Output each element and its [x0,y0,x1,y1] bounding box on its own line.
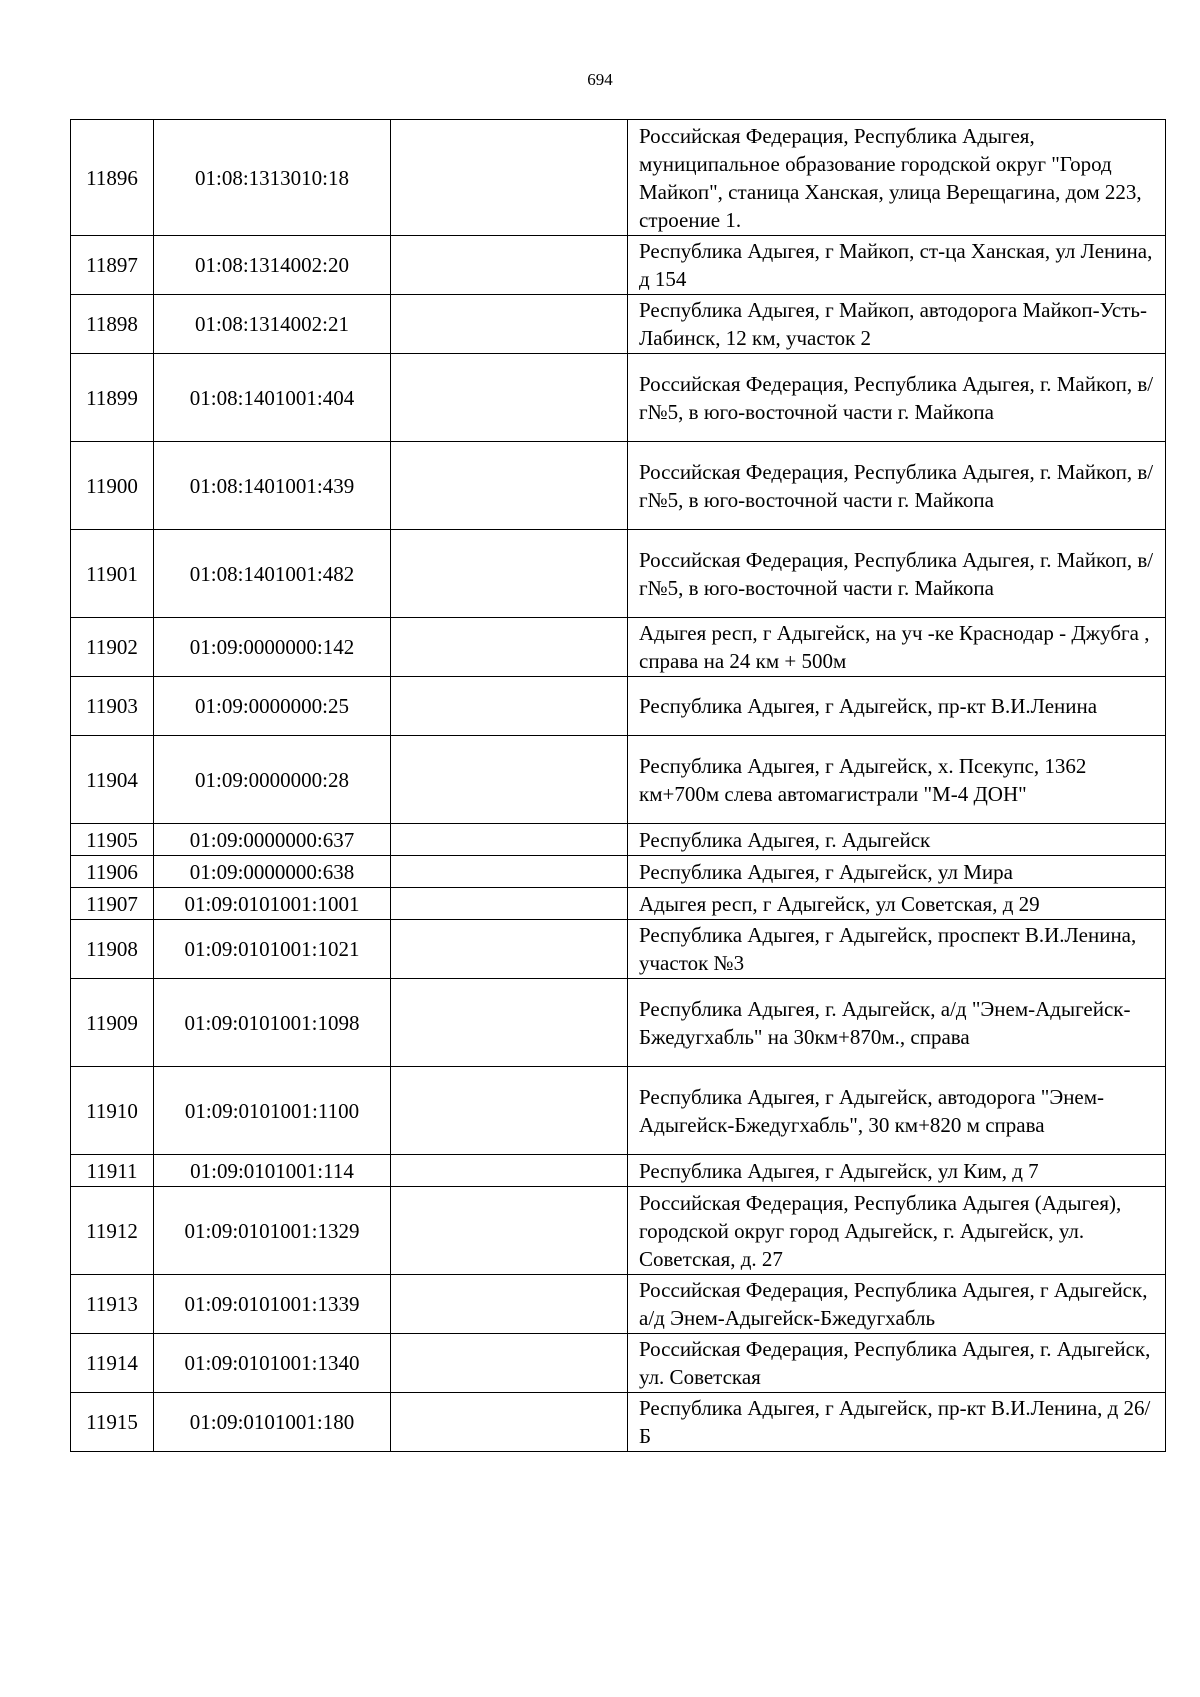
table-row [71,120,1166,236]
empty-cell [391,856,628,888]
cadastral-number-cell: 01:08:1314002:21 [154,295,391,354]
empty-cell [391,1393,628,1452]
row-number-cell: 11908 [71,920,154,979]
table-row [71,1187,1166,1275]
table-row [71,736,1166,824]
cadastral-number-cell: 01:09:0101001:114 [154,1155,391,1187]
address-cell: Республика Адыгея, г Майкоп, ст-ца Ханская, ул Ленина, д 154 [628,236,1166,295]
address-cell: Российская Федерация, Республика Адыгея, муниципальное образование городской округ "Город Майкоп", станица Ханская, улица Верещагина, дом 223, строение 1. [628,120,1166,236]
row-number-cell: 11898 [71,295,154,354]
table-row [71,530,1166,618]
address-cell: Российская Федерация, Республика Адыгея (Адыгея), городской округ город Адыгейск, г. Адыгейск, ул. Советская, д. 27 [628,1187,1166,1275]
registry-table-body [71,120,1166,1452]
address-cell: Республика Адыгея, г Адыгейск, проспект В.И.Ленина, участок №3 [628,920,1166,979]
address-cell: Республика Адыгея, г Адыгейск, пр-кт В.И.Ленина [628,677,1166,736]
empty-cell [391,979,628,1067]
table-row [71,1155,1166,1187]
row-number-cell: 11915 [71,1393,154,1452]
empty-cell [391,530,628,618]
table-row [71,295,1166,354]
empty-cell [391,618,628,677]
cadastral-number-cell: 01:09:0101001:1339 [154,1275,391,1334]
empty-cell [391,824,628,856]
table-row [71,920,1166,979]
cadastral-number-cell: 01:08:1401001:482 [154,530,391,618]
row-number-cell: 11911 [71,1155,154,1187]
row-number-cell: 11909 [71,979,154,1067]
address-cell: Республика Адыгея, г Адыгейск, автодорога "Энем-Адыгейск-Бжедугхабль", 30 км+820 м справа [628,1067,1166,1155]
row-number-cell: 11906 [71,856,154,888]
table-row [71,677,1166,736]
cadastral-number-cell: 01:09:0101001:1340 [154,1334,391,1393]
cadastral-number-cell: 01:08:1401001:404 [154,354,391,442]
address-cell: Российская Федерация, Республика Адыгея, г. Майкоп, в/г№5, в юго-восточной части г. Майкопа [628,530,1166,618]
cadastral-number-cell: 01:08:1314002:20 [154,236,391,295]
address-cell: Республика Адыгея, г Майкоп, автодорога Майкоп-Усть-Лабинск, 12 км, участок 2 [628,295,1166,354]
cadastral-number-cell: 01:08:1401001:439 [154,442,391,530]
empty-cell [391,354,628,442]
table-row [71,856,1166,888]
row-number-cell: 11904 [71,736,154,824]
row-number-cell: 11914 [71,1334,154,1393]
table-row [71,442,1166,530]
table-row [71,354,1166,442]
table-row [71,1067,1166,1155]
empty-cell [391,236,628,295]
page-number: 694 [587,70,613,89]
row-number-cell: 11905 [71,824,154,856]
empty-cell [391,1187,628,1275]
cadastral-number-cell: 01:09:0000000:637 [154,824,391,856]
table-row [71,888,1166,920]
address-cell: Адыгея респ, г Адыгейск, на уч -ке Краснодар - Джубга , справа на 24 км + 500м [628,618,1166,677]
row-number-cell: 11910 [71,1067,154,1155]
cadastral-number-cell: 01:09:0000000:142 [154,618,391,677]
address-cell: Республика Адыгея, г. Адыгейск, а/д "Энем-Адыгейск-Бжедугхабль" на 30км+870м., справа [628,979,1166,1067]
empty-cell [391,888,628,920]
table-row [71,1334,1166,1393]
table-row [71,824,1166,856]
empty-cell [391,295,628,354]
empty-cell [391,1067,628,1155]
address-cell: Российская Федерация, Республика Адыгея, г Адыгейск, а/д Энем-Адыгейск-Бжедугхабль [628,1275,1166,1334]
empty-cell [391,1334,628,1393]
cadastral-number-cell: 01:09:0101001:1098 [154,979,391,1067]
table-row [71,236,1166,295]
table-row [71,1275,1166,1334]
table-row [71,1393,1166,1452]
row-number-cell: 11901 [71,530,154,618]
cadastral-number-cell: 01:09:0101001:180 [154,1393,391,1452]
row-number-cell: 11907 [71,888,154,920]
cadastral-number-cell: 01:09:0101001:1021 [154,920,391,979]
address-cell: Российская Федерация, Республика Адыгея, г. Майкоп, в/г№5, в юго-восточной части г. Майкопа [628,354,1166,442]
row-number-cell: 11912 [71,1187,154,1275]
table-row [71,618,1166,677]
empty-cell [391,1275,628,1334]
empty-cell [391,736,628,824]
row-number-cell: 11896 [71,120,154,236]
address-cell: Республика Адыгея, г Адыгейск, ул Ким, д 7 [628,1155,1166,1187]
row-number-cell: 11903 [71,677,154,736]
empty-cell [391,920,628,979]
row-number-cell: 11899 [71,354,154,442]
address-cell: Республика Адыгея, г Адыгейск, ул Мира [628,856,1166,888]
address-cell: Российская Федерация, Республика Адыгея, г. Майкоп, в/г№5, в юго-восточной части г. Майкопа [628,442,1166,530]
cadastral-number-cell: 01:09:0101001:1329 [154,1187,391,1275]
cadastral-number-cell: 01:09:0101001:1001 [154,888,391,920]
address-cell: Адыгея респ, г Адыгейск, ул Советская, д 29 [628,888,1166,920]
row-number-cell: 11900 [71,442,154,530]
row-number-cell: 11902 [71,618,154,677]
cadastral-number-cell: 01:08:1313010:18 [154,120,391,236]
cadastral-number-cell: 01:09:0101001:1100 [154,1067,391,1155]
cadastral-number-cell: 01:09:0000000:28 [154,736,391,824]
row-number-cell: 11913 [71,1275,154,1334]
table-row [71,979,1166,1067]
empty-cell [391,677,628,736]
row-number-cell: 11897 [71,236,154,295]
empty-cell [391,442,628,530]
registry-table [70,119,1166,1452]
empty-cell [391,120,628,236]
address-cell: Республика Адыгея, г. Адыгейск [628,824,1166,856]
address-cell: Республика Адыгея, г Адыгейск, пр-кт В.И.Ленина, д 26/Б [628,1393,1166,1452]
cadastral-number-cell: 01:09:0000000:638 [154,856,391,888]
cadastral-number-cell: 01:09:0000000:25 [154,677,391,736]
empty-cell [391,1155,628,1187]
address-cell: Российская Федерация, Республика Адыгея, г. Адыгейск, ул. Советская [628,1334,1166,1393]
address-cell: Республика Адыгея, г Адыгейск, х. Псекупс, 1362 км+700м слева автомагистрали "М-4 ДОН" [628,736,1166,824]
